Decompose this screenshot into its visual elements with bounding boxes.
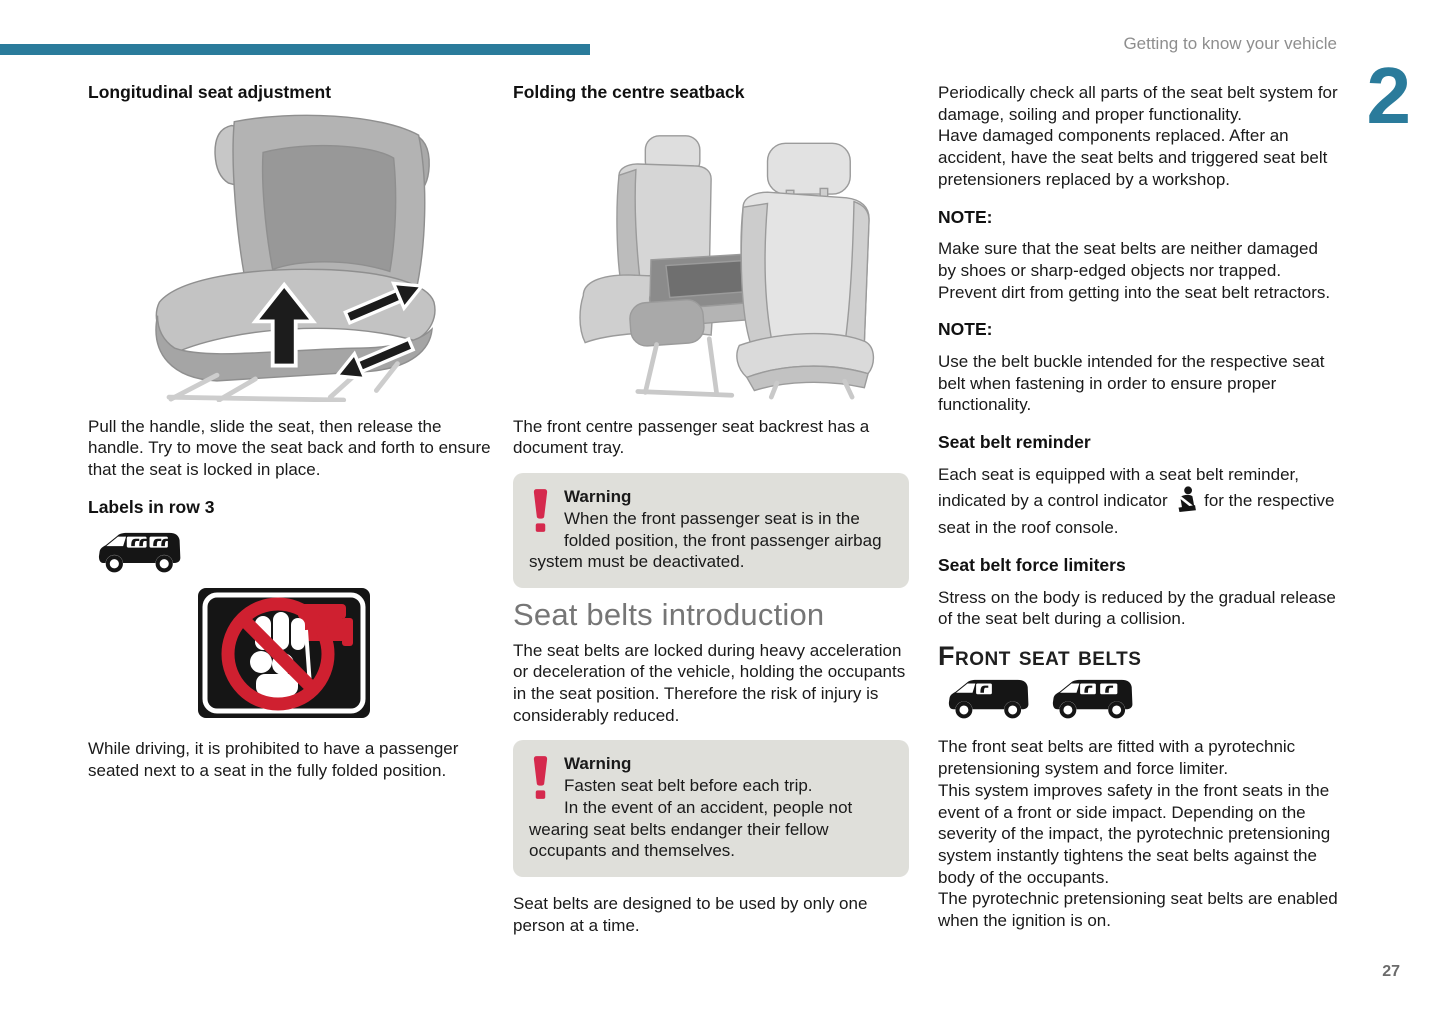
warning-title: Warning [564,754,632,774]
column-2 [513,82,909,949]
heading-longitudinal-seat-adjustment: Longitudinal seat adjustment [88,82,332,102]
para-one-person: Seat belts are designed to be used by only one person at a time. [513,893,868,935]
heading-seat-belt-reminder: Seat belt reminder [938,432,1091,453]
folded-seatback-illustration-svg [525,114,901,402]
para-document-tray: The front centre passenger seat backrest has a document tray. [513,416,870,458]
seat-belt-reminder-icon [1175,486,1196,518]
row3-van-icon [96,529,496,581]
heading-front-seat-belts: Front seat belts [938,641,1142,672]
note-label: NOTE: [938,206,993,227]
para-prohibition: While driving, it is prohibited to have a passenger seated next to a seat in the fully folded position. [88,738,459,780]
para-force-limiters: Stress on the body is reduced by the gradual release of the seat belt during a collision. [938,587,1336,629]
warning-box-airbag [513,473,909,588]
passenger-van-icon [1050,676,1136,727]
reminder-text-before: Each seat is equipped with a seat belt reminder, indicated by a control indicator [938,464,1299,510]
para-pyrotechnic-line3: The pyrotechnic pretensioning seat belts are enabled when the ignition is on. [938,889,1338,931]
heading-seat-belts-introduction: Seat belts introduction [513,596,825,632]
folded-seatback-illustration [525,114,909,402]
panel-van-icon [946,676,1032,727]
running-header: Getting to know your vehicle [1123,34,1337,53]
para-periodic-check-line1: Periodically check all parts of the seat belt system for damage, soiling and proper functionality. [938,83,1338,124]
para-seat-belt-reminder [938,464,1338,539]
para-note-buckle: Use the belt buckle intended for the respective seat belt when fastening in order to ensure proper functionality. [938,352,1325,415]
column-3 [938,82,1338,945]
warning-line2: In the event of an accident, people not wearing seat belts endanger their fellow occupants and themselves. [529,797,853,861]
para-seat-belts-locked: The seat belts are locked during heavy acceleration or deceleration of the vehicle, holding the occupants in the seat position. Therefore the risk of injury is considerably reduced. [513,640,906,725]
warning-line1: Fasten seat belt before each trip. [564,776,813,796]
para-pyrotechnic-line2: This system improves safety in the front seats in the event of a front or side impact. Depending on the severity of the impact, the pyrotechnic pretensioning system instantly tightens the seat belts against the body of the occupants. [938,780,1331,887]
para-pyrotechnic [938,736,1338,931]
heading-labels-row3: Labels in row 3 [88,496,215,517]
warning-icon [531,488,550,540]
seat-slide-illustration-svg [100,114,478,402]
column-1 [88,82,496,794]
warning-title: Warning [564,487,632,507]
chapter-accent-bar [0,44,590,55]
page-number: 27 [1382,963,1400,980]
warning-box-fasten-belt [513,740,909,877]
para-periodic-check [938,82,1338,191]
heading-force-limiters: Seat belt force limiters [938,554,1126,575]
note-label: NOTE: [938,319,993,340]
prohibition-sign [198,588,496,724]
para-note-damage: Make sure that the seat belts are neither damaged by shoes or sharp-edged objects nor trapped. Prevent dirt from getting into the seat belt retractors. [938,239,1331,302]
para-periodic-check-line2: Have damaged components replaced. After an accident, have the seat belts and triggered seat belt pretensioners replaced by a workshop. [938,126,1328,189]
reminder-text-after: for the respective seat in the roof console. [938,490,1335,538]
warning-icon [531,755,550,807]
warning-text: When the front passenger seat is in the folded position, the front passenger airbag system must be deactivated. [529,508,882,572]
para-seat-slide: Pull the handle, slide the seat, then release the handle. Try to move the seat back and forth to ensure that the seat is locked in place. [88,416,491,480]
front-seat-belts-van-icons [946,676,1338,727]
para-pyrotechnic-line1: The front seat belts are fitted with a pyrotechnic pretensioning system and force limiter. [938,737,1296,779]
seat-slide-illustration [100,114,496,402]
chapter-number: 2 [1366,51,1411,140]
heading-folding-centre-seatback: Folding the centre seatback [513,82,745,102]
